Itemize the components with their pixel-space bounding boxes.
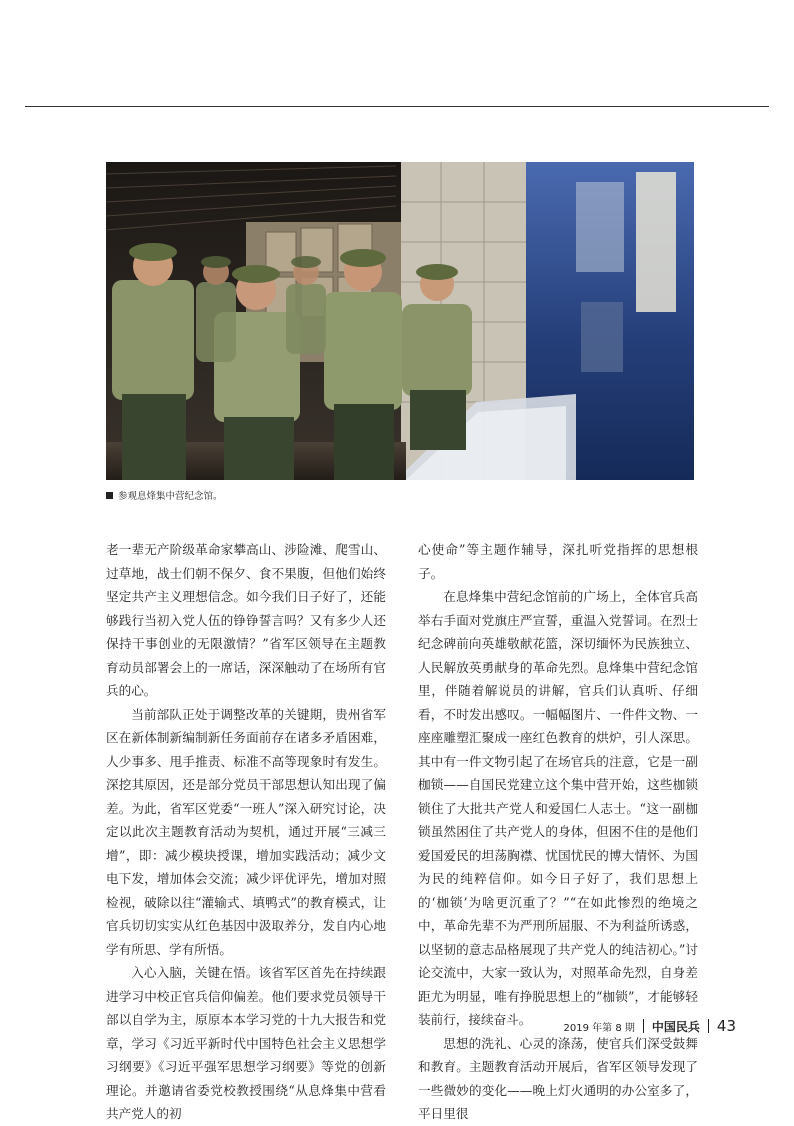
- page-footer: [564, 1017, 736, 1035]
- article-column-left: [106, 538, 386, 1126]
- photo-illustration: [106, 162, 694, 480]
- paragraph: 心使命”等主题作辅导，深扎听党指挥的思想根子。: [418, 542, 698, 581]
- caption-text: 参观息烽集中营纪念馆。: [118, 491, 223, 502]
- magazine-title: 中国民兵: [651, 1019, 700, 1034]
- paragraph: 当前部队正处于调整改革的关键期，贵州省军区在新体制新编制新任务面前存在诸多矛盾困难，人少事多、甩手推责、标准不高等现象时有发生。深挖其原因，还是部分党员干部思想认知出现了偏差。为此，省军区党委“一班人”深入研究讨论，决定以此次主题教育活动为契机，通过开展“三减三增”，即：减少模块授课，增加实践活动；减少文电下发，增加体会交流；减少评优评先，增加对照检视，破除以往“灌输式、填鸭式”的教育模式，让官兵切切实实从红色基因中汲取养分，发自内心地学有所思、学有所悟。: [106, 706, 386, 957]
- paragraph: 思想的洗礼、心灵的涤荡，使官兵们深受鼓舞和教育。主题教育活动开展后，省军区领导发现了一些微妙的变化——晚上灯火通明的办公室多了，平日里很: [418, 1035, 698, 1121]
- header-rule: [25, 106, 769, 107]
- paragraph: 入心入脑，关键在悟。该省军区首先在持续跟进学习中校正官兵信仰偏差。他们要求党员领导干部以自学为主，原原本本学习党的十九大报告和党章，学习《习近平新时代中国特色社会主义思想学习纲要》《习近平强军思想学习纲要》等党的创新理论。并邀请省委党校教授围绕“从息烽集中营看共产党人的初: [106, 965, 386, 1121]
- paragraph: 老一辈无产阶级革命家攀高山、涉险滩、爬雪山、过草地，战士们朝不保夕、食不果腹，但他们始终坚定共产主义理想信念。如今我们日子好了，还能够践行当初入党人伍的铮铮誓言吗？又有多少人还保持干事创业的无限激情？”省军区领导在主题教育动员部署会上的一席话，深深触动了在场所有官兵的心。: [106, 542, 386, 698]
- footer-divider: [643, 1019, 644, 1033]
- photo-visit-memorial: [106, 162, 694, 480]
- footer-divider: [708, 1019, 709, 1033]
- paragraph: 在息烽集中营纪念馆前的广场上，全体官兵高举右手面对党旗庄严宣誓，重温入党誓词。在烈士纪念碑前向英雄敬献花篮，深切缅怀为民族独立、人民解放英勇献身的革命先烈。息烽集中营纪念馆里，伴随着解说员的讲解，官兵们认真听、仔细看，不时发出感叹。一幅幅图片、一件件文物、一座座雕塑汇聚成一座红色教育的烘炉，引人深思。其中有一件文物引起了在场官兵的注意，它是一副枷锁——自国民党建立这个集中营开始，这些枷锁锁住了大批共产党人和爱国仁人志士。“这一副枷锁虽然困住了共产党人的身体，但困不住的是他们爱国爱民的坦荡胸襟、忧国忧民的博大情怀、为国为民的纯粹信仰。如今日子好了，我们思想上的‘枷锁’为啥更沉重了？”“在如此惨烈的绝境之中，革命先辈不为严刑所屈服、不为利益所诱惑，以坚韧的意志品格展现了共产党人的纯洁初心。”讨论交流中，大家一致认为，对照革命先烈，自身差距尤为明显，唯有挣脱思想上的“枷锁”，才能够轻装前行，接续奋斗。: [418, 589, 698, 1027]
- article-column-right: [418, 538, 698, 1126]
- photo-caption: [106, 488, 223, 502]
- issue-label: 2019 年第 8 期: [563, 1022, 635, 1034]
- caption-bullet-icon: [106, 492, 113, 499]
- page-number: 43: [716, 1017, 736, 1035]
